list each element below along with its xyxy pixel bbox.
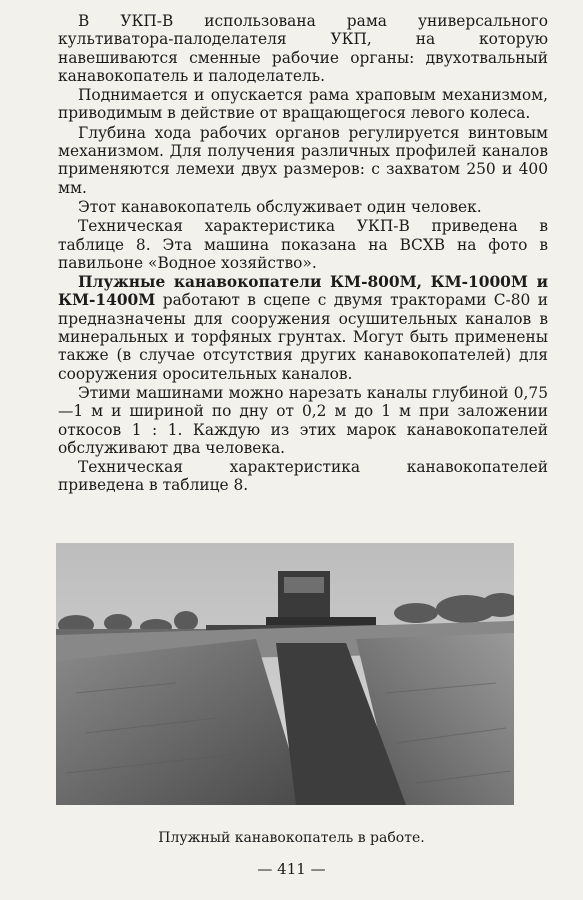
page-number: — 411 — <box>257 860 326 878</box>
paragraph-4: Этот канавокопатель обслуживает один человек. <box>78 197 482 216</box>
paragraph-8: Техническая характеристика канавокопателей приведена в таблице 8. <box>58 458 548 495</box>
body-text <box>58 12 548 496</box>
photo-caption: Плужный канавокопатель в работе. <box>158 830 425 846</box>
paragraph-2: Поднимается и опускается рама храповым механизмом, приводимым в действие от вращающегося левого колеса. <box>58 86 548 123</box>
paragraph-6 <box>58 273 548 383</box>
paragraph-5: Техническая характеристика УКП-В приведена в таблице 8. Эта машина показана на ВСХВ на фото в павильоне «Водное хозяйство». <box>58 217 548 272</box>
paragraph-6-lead: Плужные канавокопатели КМ-800М, КМ-1000М и КМ-1400М <box>58 273 548 310</box>
paragraph-3: Глубина хода рабочих органов регулируется винтовым механизмом. Для получения различных профилей каналов применяются лемехи двух размеров: с захватом 250 и 400 мм. <box>58 123 548 197</box>
photo-illustration <box>56 543 514 805</box>
paragraph-6-rest: работают в сцепе с двумя тракторами С-80 и предназначены для сооружения осушительных каналов в минеральных и торфяных грунтах. Могут быть применены также (в случае отсутствия других канавокопателей) для сооружения оросительных каналов. <box>58 291 548 383</box>
paragraph-7: Этими машинами можно нарезать каналы глубиной 0,75—1 м и шириной по дну от 0,2 м до 1 м при заложении откосов 1 : 1. Каждую из этих марок канавокопателей обслуживают два человека. <box>58 383 548 457</box>
photo-ditch-digger-icon <box>56 543 514 805</box>
paragraph-1: В УКП-В использована рама универсального культиватора-палоделателя УКП, на которую навешиваются сменные рабочие органы: двухотвальный канавокопатель и палоделатель. <box>58 12 548 85</box>
